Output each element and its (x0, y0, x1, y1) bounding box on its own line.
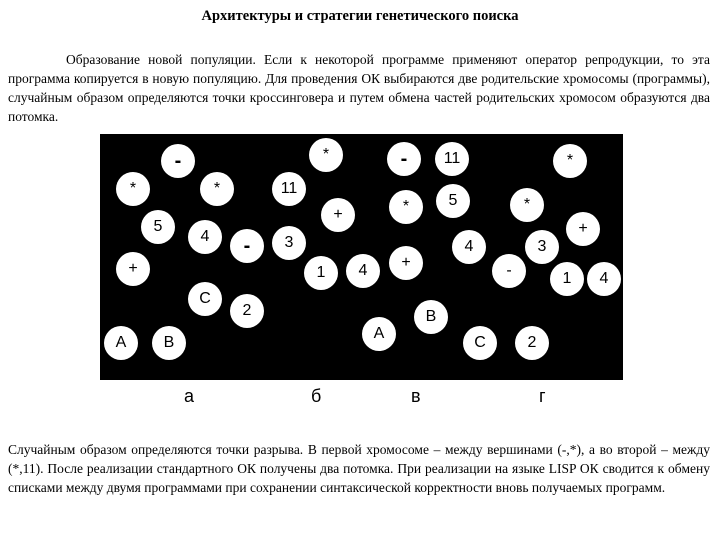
conclusion-paragraph: Случайным образом определяются точки разрыва. В первой хромосоме – между вершинами (-,*), а во второй – между (*,11). После реализации стандартного ОК получены два потомка. При реализации на языке LISP ОК сводится к обмену списками между двумя программами при сохранении синтаксической корректности вновь получаемых программ. (8, 442, 710, 495)
tree-node: B (152, 326, 186, 360)
tree-node: 3 (272, 226, 306, 260)
tree-node: 3 (525, 230, 559, 264)
tree-node: 1 (304, 256, 338, 290)
intro-paragraph: Образование новой популяции. Если к некоторой программе применяют оператор репродукции, то эта программа копируется в новую популяцию. Для проведения ОК выбираются две родительские хромосомы (программы), случайным образом определяются точки кроссинговера и путем обмена частей родительских хромосом образуются два потомка. (8, 52, 710, 124)
tree-node: 2 (230, 294, 264, 328)
tree-node: 2 (515, 326, 549, 360)
figure-caption-v: в (411, 386, 421, 406)
page-title: Архитектуры и стратегии генетического поиска (201, 8, 519, 24)
tree-node: * (200, 172, 234, 206)
tree-node: 4 (346, 254, 380, 288)
tree-node: 11 (272, 172, 306, 206)
tree-node: 5 (436, 184, 470, 218)
tree-node: + (389, 246, 423, 280)
tree-node: * (389, 190, 423, 224)
tree-node: - (492, 254, 526, 288)
tree-node: C (188, 282, 222, 316)
tree-node: * (116, 172, 150, 206)
tree-node: - (161, 144, 195, 178)
tree-node: 4 (452, 230, 486, 264)
tree-node: A (104, 326, 138, 360)
tree-figure (100, 134, 623, 380)
tree-node: * (510, 188, 544, 222)
tree-node: 11 (435, 142, 469, 176)
tree-node: 4 (188, 220, 222, 254)
tree-node: + (116, 252, 150, 286)
tree-node: 5 (141, 210, 175, 244)
tree-node: 4 (587, 262, 621, 296)
tree-node: * (309, 138, 343, 172)
tree-node: C (463, 326, 497, 360)
tree-node: * (553, 144, 587, 178)
tree-node: 1 (550, 262, 584, 296)
tree-node: + (321, 198, 355, 232)
tree-node: + (566, 212, 600, 246)
figure-caption-g: г (539, 386, 546, 406)
tree-node: B (414, 300, 448, 334)
tree-node: A (362, 317, 396, 351)
tree-node: - (387, 142, 421, 176)
figure-caption-b: б (311, 386, 322, 406)
figure-caption-a: а (184, 386, 195, 406)
tree-node: - (230, 229, 264, 263)
